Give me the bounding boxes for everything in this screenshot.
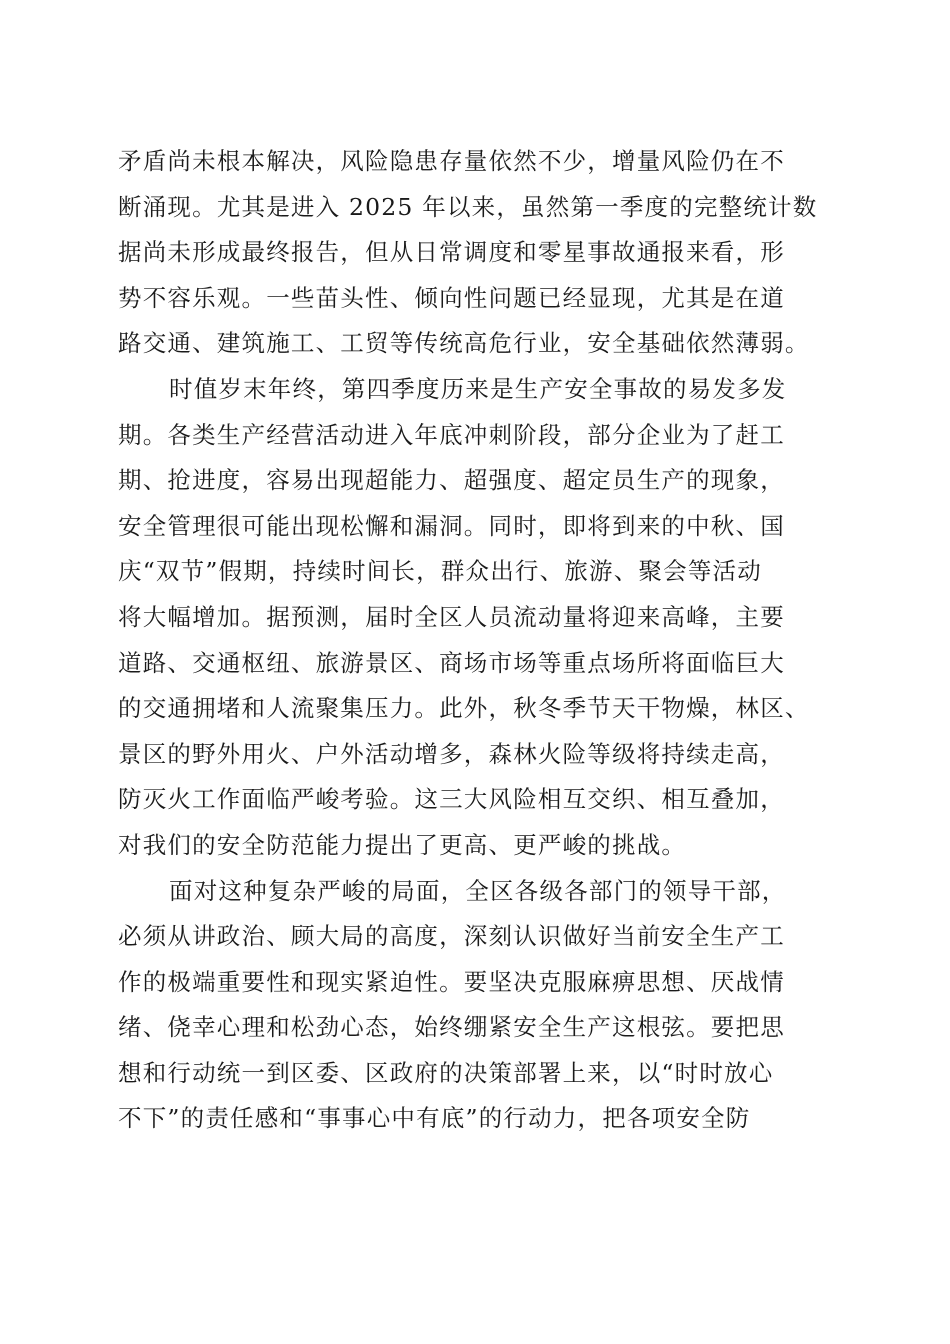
text-line: 期、抢进度，容易出现超能力、超强度、超定员生产的现象， bbox=[118, 466, 785, 495]
text-line: 路交通、建筑施工、工贸等传统高危行业，安全基础依然薄弱。 bbox=[118, 329, 810, 358]
paragraph-start-line: 时值岁末年终，第四季度历来是生产安全事故的易发多发 bbox=[169, 374, 787, 403]
paragraph-start-line: 面对这种复杂严峻的局面，全区各级各部门的领导干部， bbox=[169, 876, 787, 905]
text-line: 将大幅增加。据预测，届时全区人员流动量将迎来高峰，主要 bbox=[118, 602, 785, 631]
text-line: 必须从讲政治、顾大局的高度，深刻认识做好当前安全生产工 bbox=[118, 922, 785, 951]
text-line: 期。各类生产经营活动进入年底冲刺阶段，部分企业为了赶工 bbox=[118, 420, 785, 449]
text-line: 断涌现。尤其是进入 2025 年以来，虽然第一季度的完整统计数 bbox=[118, 192, 818, 221]
text-line: 绪、侥幸心理和松劲心态，始终绷紧安全生产这根弦。要把思 bbox=[118, 1013, 785, 1042]
text-line: 对我们的安全防范能力提出了更高、更严峻的挑战。 bbox=[118, 830, 687, 859]
text-line: 矛盾尚未根本解决，风险隐患存量依然不少，增量风险仍在不 bbox=[118, 147, 785, 175]
body-text bbox=[118, 139, 838, 1142]
text-line: 安全管理很可能出现松懈和漏洞。同时，即将到来的中秋、国 bbox=[118, 511, 785, 540]
text-line: 道路、交通枢纽、旅游景区、商场市场等重点场所将面临巨大 bbox=[118, 648, 785, 677]
text-line: 庆“双节”假期，持续时间长，群众出行、旅游、聚会等活动 bbox=[118, 557, 762, 586]
text-line: 想和行动统一到区委、区政府的决策部署上来，以“时时放心 bbox=[118, 1058, 774, 1087]
text-line: 的交通拥堵和人流聚集压力。此外，秋冬季节天干物燥，林区、 bbox=[118, 694, 810, 723]
text-line: 景区的野外用火、户外活动增多，森林火险等级将持续走高， bbox=[118, 739, 785, 768]
text-line: 势不容乐观。一些苗头性、倾向性问题已经显现，尤其是在道 bbox=[118, 283, 785, 312]
text-line: 据尚未形成最终报告，但从日常调度和零星事故通报来看，形 bbox=[118, 238, 785, 267]
text-line: 不下”的责任感和“事事心中有底”的行动力，把各项安全防 bbox=[118, 1104, 751, 1133]
text-line: 作的极端重要性和现实紧迫性。要坚决克服麻痹思想、厌战情 bbox=[118, 967, 785, 996]
text-line: 防灭火工作面临严峻考验。这三大风险相互交织、相互叠加， bbox=[118, 785, 785, 814]
